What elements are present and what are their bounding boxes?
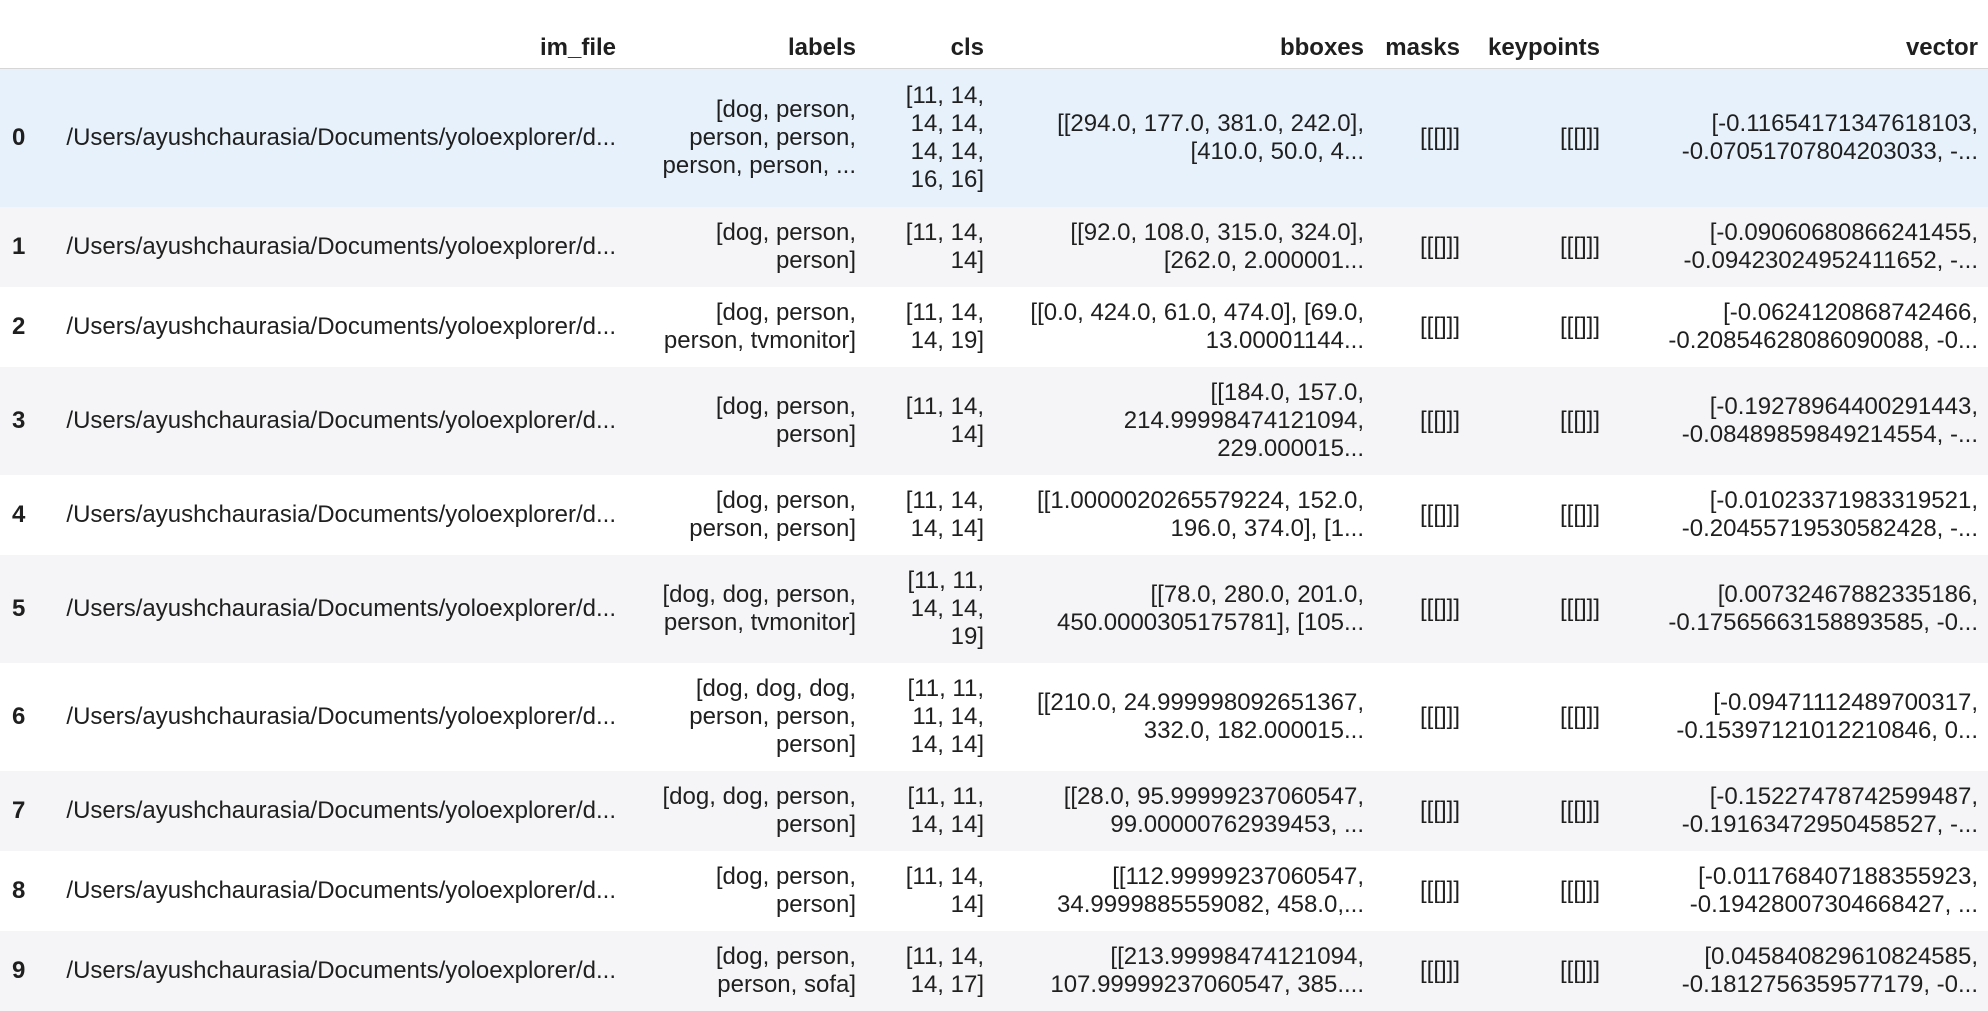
header-vector: vector (1610, 12, 1988, 69)
row-index: 9 (12, 956, 26, 984)
cell-labels: [dog, dog, dog, person, person, person] (689, 674, 856, 758)
dataframe-table (0, 12, 1988, 1011)
row-index: 3 (12, 406, 26, 434)
cell-keypoints: [[[]]] (1559, 702, 1600, 730)
cell-bboxes: [[28.0, 95.99999237060547, 99.00000762939453, ... (1063, 782, 1364, 838)
cell-labels: [dog, person, person] (715, 218, 856, 274)
cell-labels: [dog, person, person] (715, 862, 856, 918)
cell-vector: [0.00732467882335186, -0.17565663158893585, -0... (1668, 580, 1978, 636)
table-row[interactable] (0, 851, 1988, 931)
cell-keypoints: [[[]]] (1559, 406, 1600, 434)
cell-vector: [0.045840829610824585, -0.1812756359577179, -0... (1681, 942, 1978, 998)
cell-bboxes: [[112.99999237060547, 34.9999885559082, 458.0,... (1057, 862, 1364, 918)
table-row[interactable] (0, 931, 1988, 1011)
cell-vector: [-0.09060680866241455, -0.09423024952411652, -... (1683, 218, 1978, 274)
row-index: 1 (12, 232, 26, 260)
row-index: 2 (12, 312, 26, 340)
cell-vector: [-0.11654171347618103, -0.07051707804203033, -... (1681, 109, 1978, 165)
cell-im-file: /Users/ayushchaurasia/Documents/yoloexplorer/d... (66, 500, 616, 528)
row-index: 5 (12, 594, 26, 622)
cell-cls: [11, 14, 14, 14, 14, 14, 16, 16] (905, 81, 984, 193)
header-bboxes: bboxes (994, 12, 1374, 69)
cell-keypoints: [[[]]] (1559, 500, 1600, 528)
cell-bboxes: [[294.0, 177.0, 381.0, 242.0], [410.0, 50.0, 4... (1057, 109, 1364, 165)
row-index: 7 (12, 796, 26, 824)
cell-labels: [dog, dog, person, person, tvmonitor] (662, 580, 856, 636)
cell-keypoints: [[[]]] (1559, 796, 1600, 824)
table-row[interactable] (0, 771, 1988, 851)
cell-labels: [dog, dog, person, person] (662, 782, 856, 838)
header-labels: labels (626, 12, 866, 69)
cropped-output-line (0, 0, 1988, 6)
cell-vector: [-0.011768407188355923, -0.19428007304668427, ... (1689, 862, 1978, 918)
table-row[interactable] (0, 69, 1988, 207)
cell-im-file: /Users/ayushchaurasia/Documents/yoloexplorer/d... (66, 594, 616, 622)
cell-im-file: /Users/ayushchaurasia/Documents/yoloexplorer/d... (66, 232, 616, 260)
cell-im-file: /Users/ayushchaurasia/Documents/yoloexplorer/d... (66, 312, 616, 340)
cell-keypoints: [[[]]] (1559, 956, 1600, 984)
cell-labels: [dog, person, person, person] (689, 486, 856, 542)
cell-masks: [[[]]] (1419, 796, 1460, 824)
cell-masks: [[[]]] (1419, 956, 1460, 984)
row-index: 8 (12, 876, 26, 904)
cell-vector: [-0.09471112489700317, -0.15397121012210846, 0... (1676, 688, 1978, 744)
table-row[interactable] (0, 555, 1988, 663)
table-row[interactable] (0, 207, 1988, 287)
table-row[interactable] (0, 287, 1988, 367)
cell-cls: [11, 11, 14, 14, 19] (907, 566, 984, 650)
header-index (0, 12, 46, 69)
cell-keypoints: [[[]]] (1559, 876, 1600, 904)
cell-vector: [-0.01023371983319521, -0.20455719530582428, -... (1681, 486, 1978, 542)
cell-vector: [-0.15227478742599487, -0.19163472950458527, -... (1681, 782, 1978, 838)
cell-labels: [dog, person, person, person, person, person, ... (662, 95, 856, 179)
cell-masks: [[[]]] (1419, 406, 1460, 434)
cell-masks: [[[]]] (1419, 500, 1460, 528)
cell-cls: [11, 14, 14, 19] (905, 298, 984, 354)
cell-cls: [11, 11, 11, 14, 14, 14] (907, 674, 984, 758)
cell-im-file: /Users/ayushchaurasia/Documents/yoloexplorer/d... (66, 796, 616, 824)
cell-cls: [11, 14, 14, 17] (905, 942, 984, 998)
cell-vector: [-0.0624120868742466, -0.20854628086090088, -0... (1668, 298, 1978, 354)
row-index: 4 (12, 500, 26, 528)
cell-im-file: /Users/ayushchaurasia/Documents/yoloexplorer/d... (66, 123, 616, 151)
cell-im-file: /Users/ayushchaurasia/Documents/yoloexplorer/d... (66, 406, 616, 434)
row-index: 6 (12, 702, 26, 730)
cell-masks: [[[]]] (1419, 312, 1460, 340)
cell-bboxes: [[213.99998474121094, 107.99999237060547, 385.... (1050, 942, 1364, 998)
cell-keypoints: [[[]]] (1559, 232, 1600, 260)
header-cls: cls (866, 12, 994, 69)
header-im-file: im_file (46, 12, 626, 69)
cell-bboxes: [[1.0000020265579224, 152.0, 196.0, 374.0], [1... (1037, 486, 1364, 542)
cell-cls: [11, 14, 14] (905, 392, 984, 448)
cell-keypoints: [[[]]] (1559, 312, 1600, 340)
cell-cls: [11, 14, 14, 14] (905, 486, 984, 542)
cell-cls: [11, 14, 14] (905, 218, 984, 274)
cell-masks: [[[]]] (1419, 594, 1460, 622)
cell-bboxes: [[0.0, 424.0, 61.0, 474.0], [69.0, 13.00001144... (1030, 298, 1364, 354)
cell-im-file: /Users/ayushchaurasia/Documents/yoloexplorer/d... (66, 702, 616, 730)
cell-cls: [11, 14, 14] (905, 862, 984, 918)
header-keypoints: keypoints (1470, 12, 1610, 69)
table-row[interactable] (0, 367, 1988, 475)
row-index: 0 (12, 123, 26, 151)
table-row[interactable] (0, 663, 1988, 771)
cell-bboxes: [[92.0, 108.0, 315.0, 324.0], [262.0, 2.000001... (1070, 218, 1364, 274)
table-row[interactable] (0, 475, 1988, 555)
cell-labels: [dog, person, person] (715, 392, 856, 448)
cell-bboxes: [[184.0, 157.0, 214.99998474121094, 229.000015... (1123, 378, 1364, 462)
cell-masks: [[[]]] (1419, 702, 1460, 730)
cell-keypoints: [[[]]] (1559, 123, 1600, 151)
cell-masks: [[[]]] (1419, 232, 1460, 260)
cell-im-file: /Users/ayushchaurasia/Documents/yoloexplorer/d... (66, 876, 616, 904)
cell-bboxes: [[78.0, 280.0, 201.0, 450.0000305175781], [105... (1057, 580, 1364, 636)
cell-bboxes: [[210.0, 24.999998092651367, 332.0, 182.000015... (1037, 688, 1364, 744)
cell-masks: [[[]]] (1419, 876, 1460, 904)
header-masks: masks (1374, 12, 1470, 69)
cell-labels: [dog, person, person, sofa] (715, 942, 856, 998)
cell-keypoints: [[[]]] (1559, 594, 1600, 622)
header-row (0, 12, 1988, 69)
cell-labels: [dog, person, person, tvmonitor] (663, 298, 856, 354)
cell-vector: [-0.19278964400291443, -0.08489859849214554, -... (1681, 392, 1978, 448)
cell-im-file: /Users/ayushchaurasia/Documents/yoloexplorer/d... (66, 956, 616, 984)
cell-cls: [11, 11, 14, 14] (907, 782, 984, 838)
cell-masks: [[[]]] (1419, 123, 1460, 151)
